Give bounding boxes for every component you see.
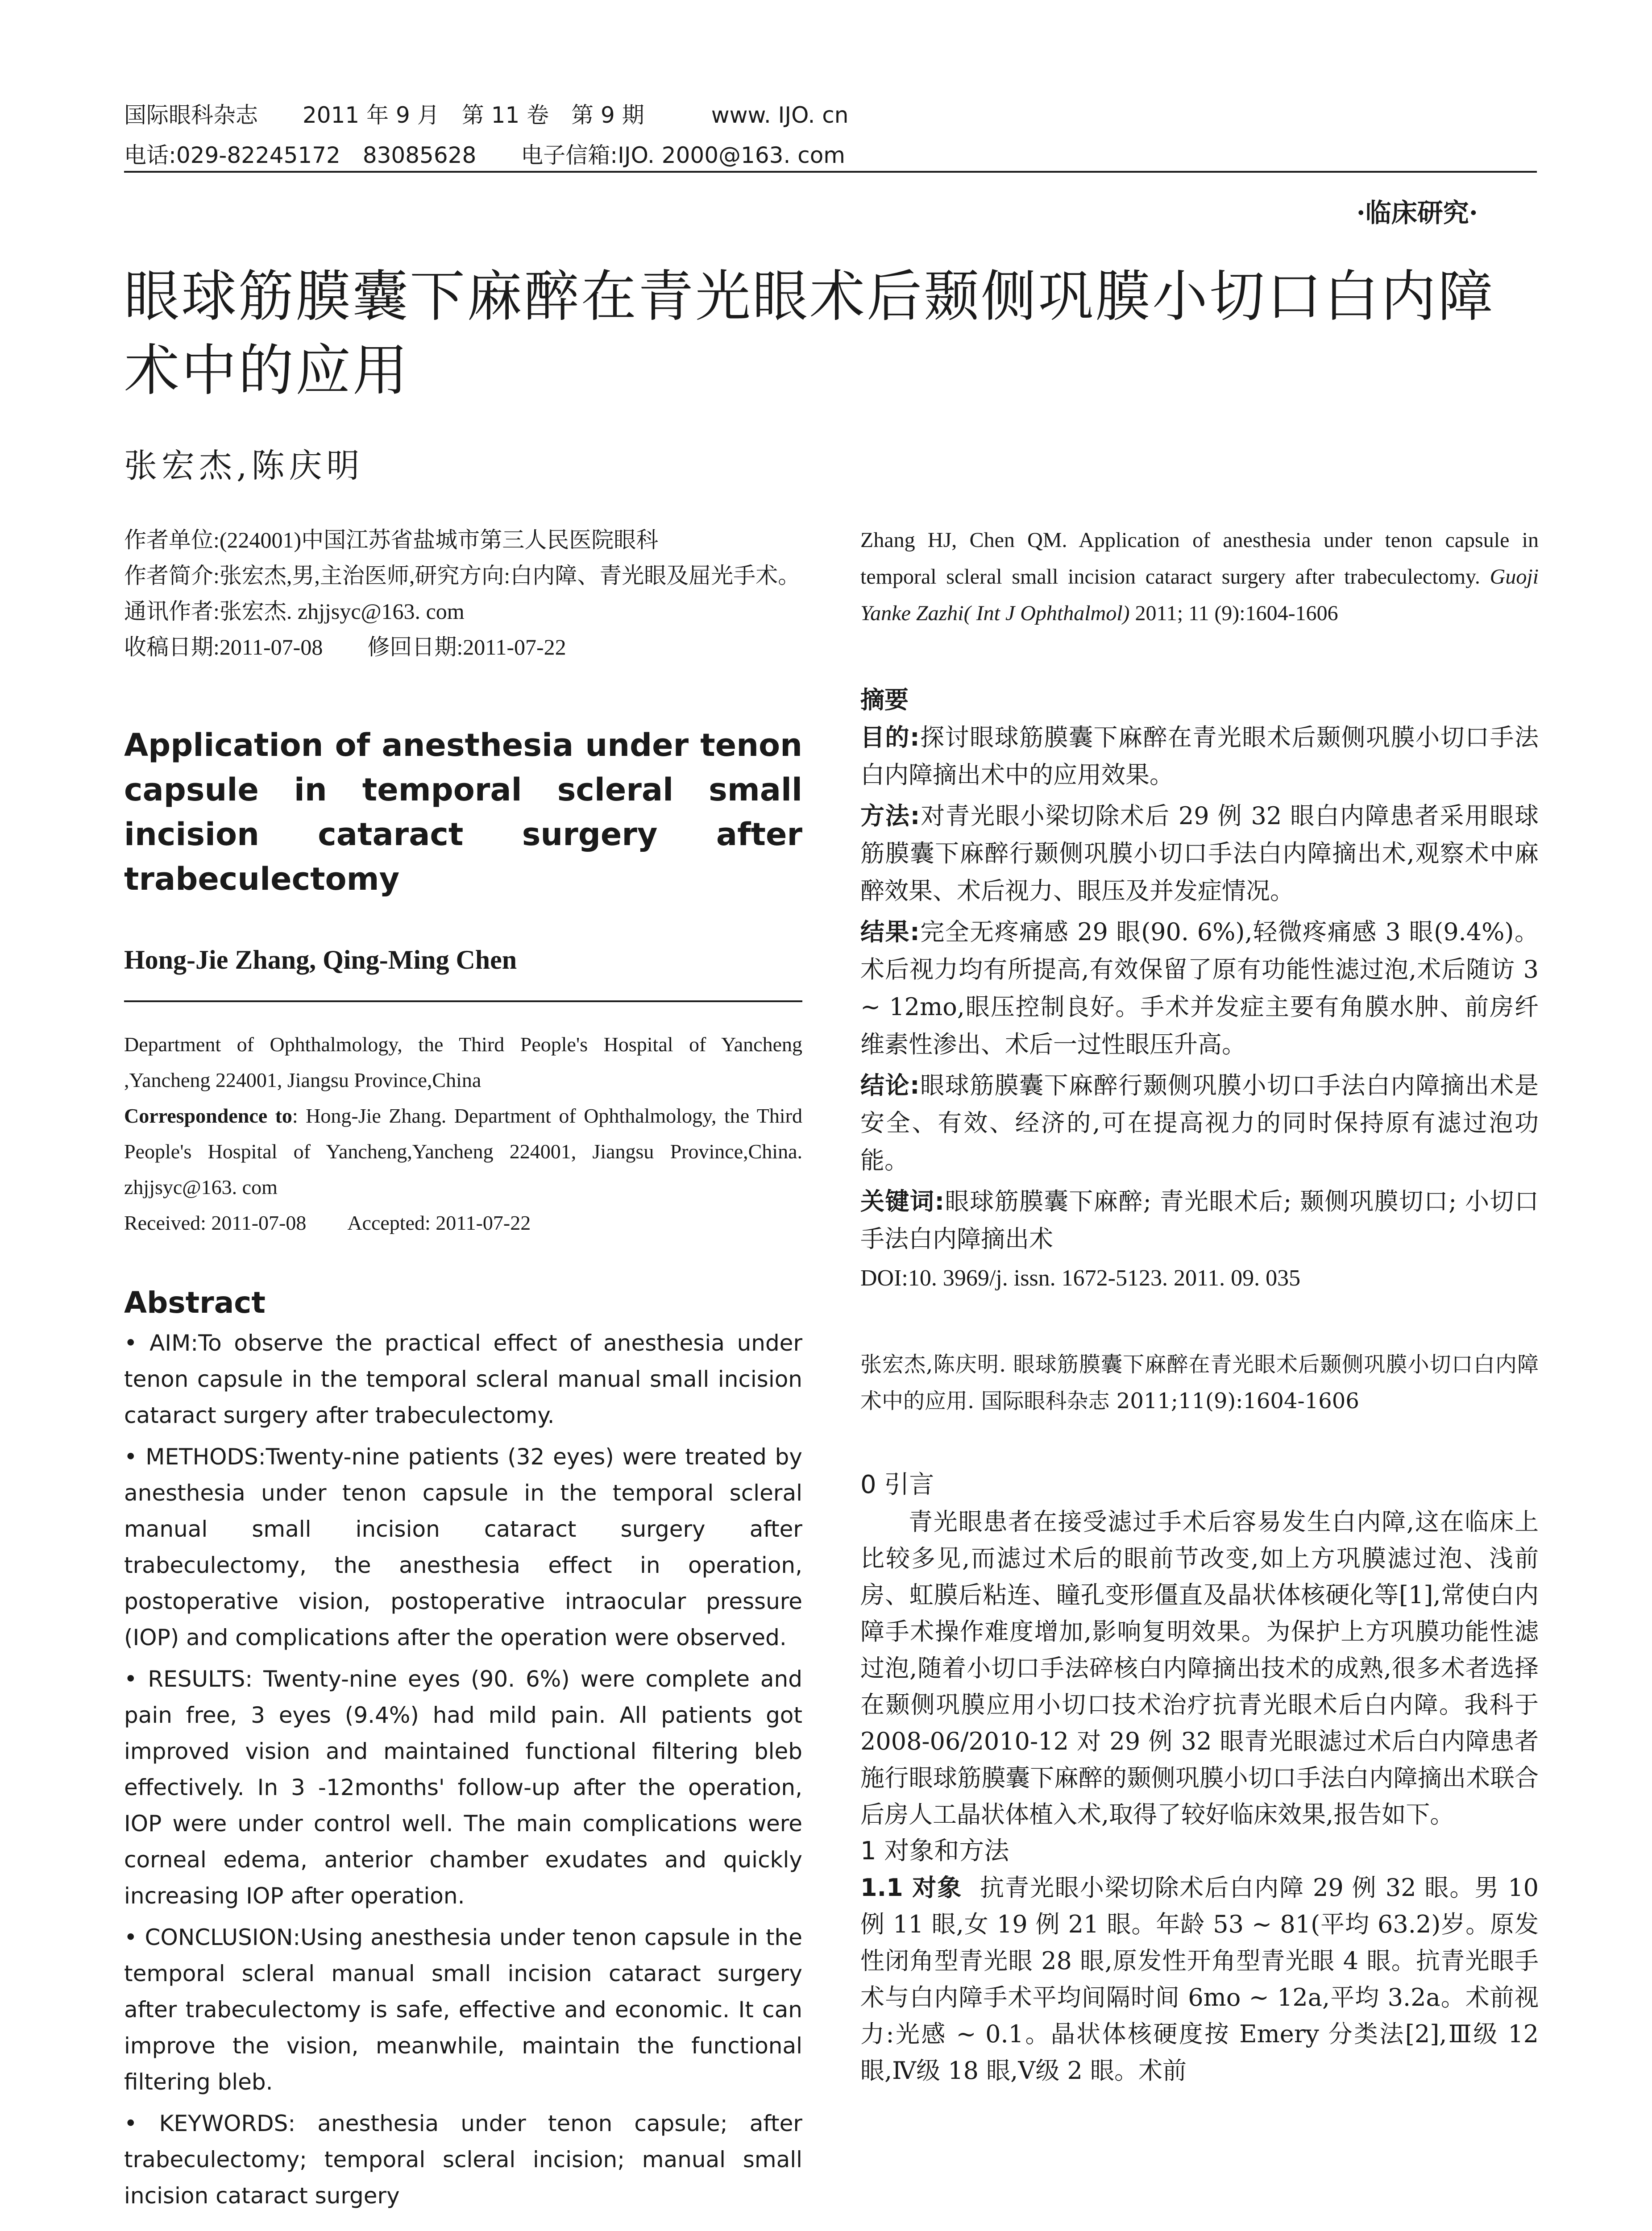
author-unit: 作者单位:(224001)中国江苏省盐城市第三人民医院眼科 xyxy=(124,527,659,552)
abstract-heading: Abstract xyxy=(124,1286,266,1320)
citation-en-post: 2011; 11 (9):1604-1606 xyxy=(1129,601,1338,625)
zh-keywords-text: 眼球筋膜囊下麻醉; 青光眼术后; 颞侧巩膜切口; 小切口手法白内障摘出术 xyxy=(860,1187,1539,1253)
journal-header-line2: 电话:029-82245172 83085628 电子信箱:IJO. 2000@163. com xyxy=(124,142,846,168)
zh-results-text: 完全无疼痛感 29 眼(90. 6%),轻微疼痛感 3 眼(9.4%)。术后视力均有所提高,有效保留了原有功能性滤过泡,术后随访 3 ~ 12mo,眼压控制良好。手术并发症主要有角膜水肿、前房纤维素性渗出、术后一过性眼压升高。 xyxy=(860,918,1539,1058)
abstract-methods: • METHODS:Twenty-nine patients (32 eyes) were treated by anesthesia under tenon capsule in the temporal scleral manual small incision cataract surgery after trabeculectomy, the anesthesia effect in operation, postoperative vision, postoperative intraocular pressure (IOP) and complications after the operation were observed. xyxy=(124,1444,802,1650)
zh-abstract-keywords xyxy=(860,1183,1539,1258)
zh-abstract-heading: 摘要 xyxy=(860,686,909,714)
author-meta xyxy=(124,522,802,665)
zh-methods-text: 对青光眼小梁切除术后 29 例 32 眼白内障患者采用眼球筋膜囊下麻醉行颞侧巩膜小切口手法白内障摘出术,观察术中麻醉效果、术后视力、眼压及并发症情况。 xyxy=(860,802,1539,905)
author-bio: 作者简介:张宏杰,男,主治医师,研究方向:白内障、青光眼及屈光手术。 xyxy=(124,563,801,588)
subjects-paragraph xyxy=(860,1870,1539,2089)
right-column xyxy=(860,522,1539,2089)
methods-heading: 1 对象和方法 xyxy=(860,1837,1009,1866)
intro-paragraph: 青光眼患者在接受滤过手术后容易发生白内障,这在临床上比较多见,而滤过术后的眼前节改变,如上方巩膜滤过泡、浅前房、虹膜后粘连、瞳孔变形僵直及晶状体核硬化等[1],常使白内障手术操作难度增加,影响复明效果。为保护上方巩膜功能性滤过泡,随着小切口手法碎核白内障摘出技术的成熟,很多术者选择在颞侧巩膜应用小切口技术治疗抗青光眼术后白内障。我科于 2008-06/2010-12 对 29 例 32 眼青光眼滤过术后白内障患者施行眼球筋膜囊下麻醉的颞侧巩膜小切口手法白内障摘出术联合后房人工晶状体植入术,取得了较好临床效果,报告如下。 xyxy=(860,1508,1539,1829)
zh-conclusion-label: 结论: xyxy=(860,1071,920,1099)
article-title-en: Application of anesthesia under tenon capsule in temporal scleral small incision cataract surgery after trabeculectomy xyxy=(124,727,802,897)
department: Department of Ophthalmology, the Third People's Hospital of Yancheng ,Yancheng 224001, Jiangsu Province,China xyxy=(124,1033,802,1091)
abstract-results: • RESULTS: Twenty-nine eyes (90. 6%) were complete and pain free, 3 eyes (9.4%) had mild pain. All patients got improved vision and maintained functional filtering bleb effectively. In 3 -12months' follow-up after the operation, IOP were under control well. The main complications were corneal edema, anterior chamber exudates and quickly increasing IOP after operation. xyxy=(124,1666,802,1909)
abstract-conclusion: • CONCLUSION:Using anesthesia under tenon capsule in the temporal scleral manual small incision cataract surgery after trabeculectomy is safe, effective and economic. It can improve the vision, meanwhile, maintain the functional filtering bleb. xyxy=(124,1924,802,2095)
header-rule xyxy=(124,171,1537,173)
correspondence-label: Correspondence to xyxy=(124,1104,292,1127)
intro-heading: 0 引言 xyxy=(860,1470,934,1499)
article-title-cn: 眼球筋膜囊下麻醉在青光眼术后颞侧巩膜小切口白内障术中的应用 xyxy=(124,265,1495,403)
journal-header-line1: 国际眼科杂志 2011 年 9 月 第 11 卷 第 9 期 www. IJO. cn xyxy=(124,102,849,128)
zh-aim-text: 探讨眼球筋膜囊下麻醉在青光眼术后颞侧巩膜小切口手法白内障摘出术中的应用效果。 xyxy=(860,723,1539,789)
abstract-aim: • AIM:To observe the practical effect of anesthesia under tenon capsule in the temporal scleral manual small incision cataract surgery after trabeculectomy. xyxy=(124,1330,802,1428)
article-category: ·临床研究· xyxy=(1356,198,1478,228)
correspondence-text: : Hong-Jie Zhang. Department of Ophthalmology, the Third People's Hospital of Yancheng,Yancheng 224001, Jiangsu Province,China. zhjjsyc@163. com xyxy=(124,1104,802,1198)
zh-aim-label: 目的: xyxy=(860,723,920,751)
zh-results-label: 结果: xyxy=(860,918,920,946)
authors-en: Hong-Jie Zhang, Qing-Ming Chen xyxy=(124,945,517,975)
subjects-text: 抗青光眼小梁切除术后白内障 29 例 32 眼。男 10 例 11 眼,女 19 例 21 眼。年龄 53 ~ 81(平均 63.2)岁。原发性闭角型青光眼 28 眼,原发性开角型青光眼 4 眼。抗青光眼手术与白内障手术平均间隔时间 6mo ~ 12a,平均 3.2a。术前视力:光感 ~ 0.1。晶状体核硬度按 Emery 分类法[2],Ⅲ级 12 眼,Ⅳ级 18 眼,Ⅴ级 2 眼。术前 xyxy=(860,1874,1539,2085)
authors-cn: 张宏杰,陈庆明 xyxy=(124,447,364,485)
zh-keywords-label: 关键词: xyxy=(860,1187,945,1215)
citation-en xyxy=(860,522,1539,632)
zh-methods-label: 方法: xyxy=(860,802,920,830)
citation-en-pre: Zhang HJ, Chen QM. Application of anesthesia under tenon capsule in temporal scleral small incision cataract surgery after trabeculectomy. xyxy=(860,528,1539,589)
corresponding-author: 通讯作者:张宏杰. zhjjsyc@163. com xyxy=(124,599,465,624)
citation-zh: 张宏杰,陈庆明. 眼球筋膜囊下麻醉在青光眼术后颞侧巩膜小切口白内障术中的应用. 国际眼科杂志 2011;11(9):1604-1606 xyxy=(860,1352,1539,1414)
received-dates: Received: 2011-07-08 Accepted: 2011-07-22 xyxy=(124,1211,531,1234)
affiliation-block xyxy=(124,1027,802,1241)
zh-abstract-conclusion xyxy=(860,1067,1539,1179)
zh-abstract-results xyxy=(860,913,1539,1063)
subjects-label: 1.1 对象 xyxy=(860,1874,963,1902)
abstract-keywords: • KEYWORDS: anesthesia under tenon capsule; after trabeculectomy; temporal scleral incision; manual small incision cataract surgery xyxy=(124,2111,802,2209)
zh-conclusion-text: 眼球筋膜囊下麻醉行颞侧巩膜小切口手法白内障摘出术是安全、有效、经济的,可在提高视力的同时保持原有滤过泡功能。 xyxy=(860,1071,1539,1174)
correspondence xyxy=(124,1098,802,1205)
zh-abstract-aim xyxy=(860,719,1539,794)
zh-abstract-methods xyxy=(860,797,1539,910)
authors-rule xyxy=(124,1000,802,1002)
doi: DOI:10. 3969/j. issn. 1672-5123. 2011. 09. 035 xyxy=(860,1265,1301,1291)
dates: 收稿日期:2011-07-08 修回日期:2011-07-22 xyxy=(124,634,566,659)
citation-en-journal: Guoji Yanke Zazhi( Int J Ophthalmol) xyxy=(860,565,1539,625)
left-column xyxy=(124,522,802,2214)
